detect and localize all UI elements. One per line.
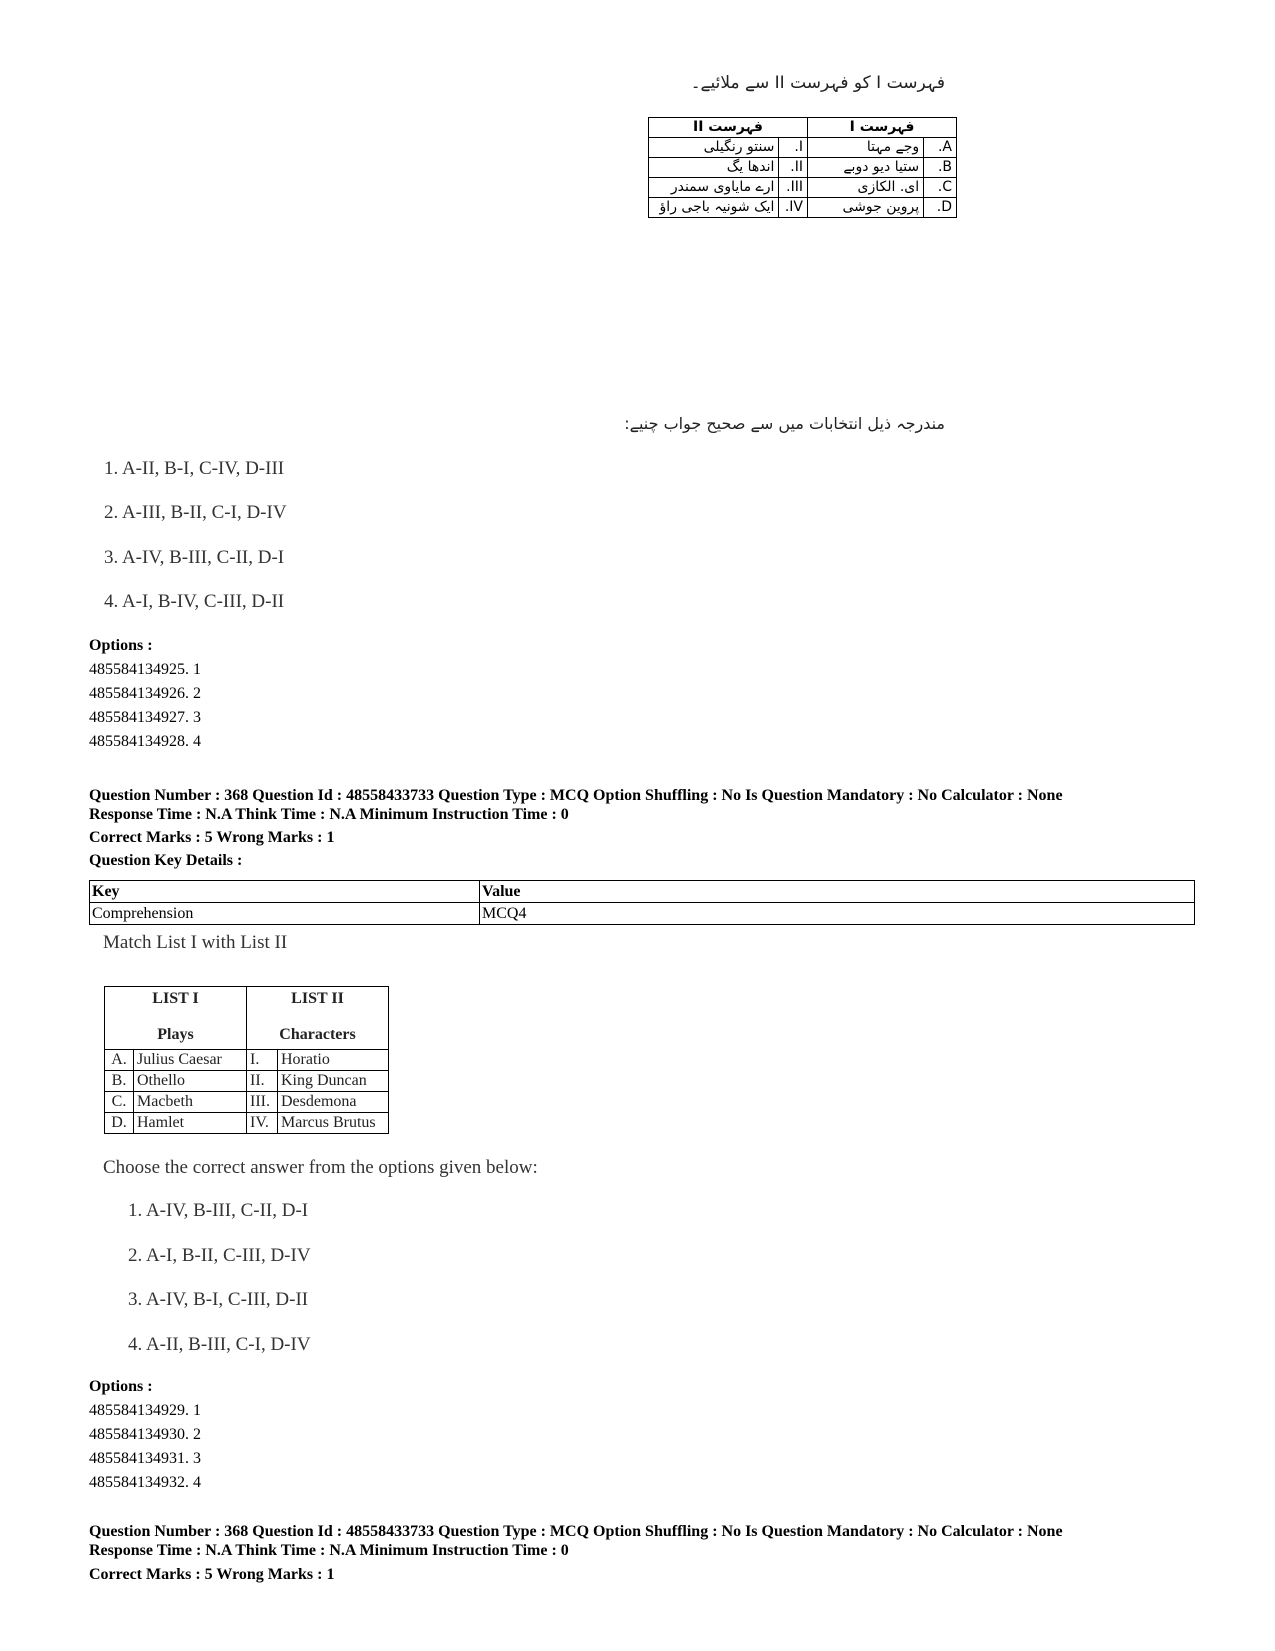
question-meta-line1: Question Number : 368 Question Id : 48558433733 Question Type : MCQ Option Shuffling : No Is Question Mandatory : No Calculator : None: [89, 1523, 1063, 1540]
row-label: B.: [924, 158, 957, 178]
list1-item: وجے مہتا: [808, 138, 924, 158]
question-meta-line2: Response Time : N.A Think Time : N.A Minimum Instruction Time : 0: [89, 806, 569, 823]
row-label: III.: [247, 1092, 278, 1113]
table-row: [649, 198, 957, 218]
table-row: [105, 1050, 389, 1071]
answer-choice: 2. A-I, B-II, C-III, D-IV: [128, 1245, 311, 1266]
options-label: Options :: [89, 1378, 153, 1395]
play-cell: Othello: [134, 1071, 247, 1092]
key-cell: Comprehension: [90, 903, 480, 925]
list2-item: ارے مایاوی سمندر: [649, 178, 779, 198]
urdu-header-list2: فہرست II: [649, 118, 808, 138]
answer-choice: 3. A-IV, B-III, C-II, D-I: [104, 547, 285, 568]
row-label: C.: [105, 1092, 134, 1113]
key-header: Key: [90, 881, 480, 903]
character-cell: King Duncan: [278, 1071, 389, 1092]
option-id: 485584134928. 4: [89, 733, 201, 750]
play-cell: Macbeth: [134, 1092, 247, 1113]
answer-choice: 3. A-IV, B-I, C-III, D-II: [128, 1289, 309, 1310]
list1-item: ای. الکازی: [808, 178, 924, 198]
options-label: Options :: [89, 637, 153, 654]
row-label: A.: [924, 138, 957, 158]
character-cell: Horatio: [278, 1050, 389, 1071]
row-label: I.: [779, 138, 808, 158]
row-label: IV.: [779, 198, 808, 218]
urdu-choose-text: مندرجہ ذیل انتخابات میں سے صحیح جواب چنیے:: [624, 414, 945, 433]
urdu-match-table: [648, 117, 957, 218]
list1-header: [105, 987, 247, 1050]
marks-line: Correct Marks : 5 Wrong Marks : 1: [89, 829, 335, 846]
table-row: [649, 158, 957, 178]
value-header: Value: [480, 881, 1195, 903]
table-row: [105, 1113, 389, 1134]
key-details-label: Question Key Details :: [89, 852, 243, 869]
list1-item: ستیا دیو دوبے: [808, 158, 924, 178]
play-cell: Hamlet: [134, 1113, 247, 1134]
list2-title: LIST II: [291, 990, 344, 1007]
answer-choice: 2. A-III, B-II, C-I, D-IV: [104, 502, 287, 523]
row-label: C.: [924, 178, 957, 198]
match-instruction: Match List I with List II: [103, 932, 288, 953]
row-label: D.: [105, 1113, 134, 1134]
answer-choice: 1. A-II, B-I, C-IV, D-III: [104, 458, 285, 479]
row-label: II.: [779, 158, 808, 178]
list2-item: اندھا یگ: [649, 158, 779, 178]
value-cell: MCQ4: [480, 903, 1195, 925]
row-label: II.: [247, 1071, 278, 1092]
list1-item: پروین جوشی: [808, 198, 924, 218]
table-row: [649, 178, 957, 198]
option-id: 485584134931. 3: [89, 1450, 201, 1467]
urdu-header-list1: فہرست I: [808, 118, 957, 138]
row-label: A.: [105, 1050, 134, 1071]
character-cell: Desdemona: [278, 1092, 389, 1113]
row-label: B.: [105, 1071, 134, 1092]
list1-title: LIST I: [152, 990, 199, 1007]
answer-choice: 4. A-I, B-IV, C-III, D-II: [104, 591, 285, 612]
table-row: [90, 903, 1195, 925]
option-id: 485584134926. 2: [89, 685, 201, 702]
option-id: 485584134925. 1: [89, 661, 201, 678]
row-label: III.: [779, 178, 808, 198]
table-row: [649, 138, 957, 158]
list2-subtitle: Characters: [279, 1026, 356, 1043]
character-cell: Marcus Brutus: [278, 1113, 389, 1134]
answer-choice: 4. A-II, B-III, C-I, D-IV: [128, 1334, 311, 1355]
question-meta-line2: Response Time : N.A Think Time : N.A Minimum Instruction Time : 0: [89, 1542, 569, 1559]
question-meta-line1: Question Number : 368 Question Id : 48558433733 Question Type : MCQ Option Shuffling : No Is Question Mandatory : No Calculator : None: [89, 787, 1063, 804]
marks-line: Correct Marks : 5 Wrong Marks : 1: [89, 1566, 335, 1583]
option-id: 485584134927. 3: [89, 709, 201, 726]
list2-header: [247, 987, 389, 1050]
list1-subtitle: Plays: [157, 1026, 194, 1043]
list2-item: سنتو رنگیلی: [649, 138, 779, 158]
option-id: 485584134932. 4: [89, 1474, 201, 1491]
table-row: [105, 1071, 389, 1092]
option-id: 485584134929. 1: [89, 1402, 201, 1419]
table-row: [105, 1092, 389, 1113]
answer-choice: 1. A-IV, B-III, C-II, D-I: [128, 1200, 309, 1221]
table-header-row: [90, 881, 1195, 903]
urdu-instruction: فہرست I کو فہرست II سے ملائیے۔: [690, 73, 945, 93]
english-match-table: [104, 986, 389, 1134]
option-id: 485584134930. 2: [89, 1426, 201, 1443]
row-label: I.: [247, 1050, 278, 1071]
list2-item: ایک شونیہ باجی راؤ: [649, 198, 779, 218]
key-details-table: [89, 880, 1195, 925]
choose-text: Choose the correct answer from the options given below:: [103, 1157, 538, 1178]
row-label: IV.: [247, 1113, 278, 1134]
play-cell: Julius Caesar: [134, 1050, 247, 1071]
row-label: D.: [924, 198, 957, 218]
